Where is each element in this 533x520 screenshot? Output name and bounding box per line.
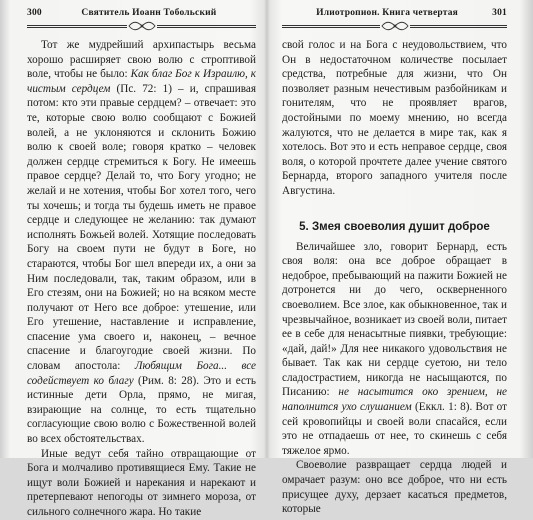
text-run: свой голос и на Бога с неудовольствием, что Он в недостаточном количестве посылает средства, потребные для жизни, что Он позволяет разным нечестивым разбойникам и гонителям, что не проявляет врагов, достойными по моему мнению, но всегда жалуются, что не делается в мире так, как я хотелось. Вот это и есть неправое сердце, своя воля, о которой прочтете далее учение святого Бернарда, второго западного учителя после Августина. <box>282 39 507 197</box>
paragraph <box>27 38 256 447</box>
header-rule <box>282 20 507 32</box>
italic-quote: Как благ Бог к Израилю, к чистым сердцем <box>27 68 256 95</box>
right-body-text-bottom <box>282 240 507 517</box>
text-run: (Рим. 8: 28). Это и есть истинные дети Орла, прямо, не мигая, взирающие на солнце, то есть тщательно согласующие свою волю с Божественной волей во всех обстоятельствах. <box>27 374 256 446</box>
text-run: Своеволие развращает сердца людей и омрачает разум: оно все доброе, что ни есть присущее духу, дерзает касаться предметов, которые <box>282 459 507 516</box>
running-head-title: Илиотропион. Книга четвертая <box>316 8 458 18</box>
paragraph <box>282 240 507 459</box>
right-body-text-top <box>282 38 507 199</box>
running-head <box>27 8 256 20</box>
right-page <box>267 0 533 516</box>
left-page <box>0 0 266 518</box>
text-run: Величайшее зло, говорит Бернард, есть своя воля: она все доброе обращает в недоброе, пребывающий на пажити Божией не дотронется ни до чего, оскверненного своеволием. Все злое, как обыкновенное, так и чрезвычайное, возникает из своей воли, питает ее в себе для ненасытные пиявки, требующие: «дай, дай!» Для нее никакого удовольствия не бывает. Так как ни сердце суетою, ни тело сладострастием, никогда не насыщаются, по Писанию: <box>282 240 507 399</box>
page-number: 301 <box>492 8 507 18</box>
italic-quote: не насытится око зрением, не наполнится ухо слушанием <box>282 386 508 414</box>
paragraph <box>282 458 507 516</box>
ornament-icon <box>127 20 157 32</box>
header-rule <box>27 20 256 32</box>
running-head-title: Святитель Иоанн Тобольский <box>81 8 217 18</box>
running-head <box>282 8 507 20</box>
ornament-icon <box>380 20 410 32</box>
paragraph <box>282 38 507 199</box>
text-run: (Пс. 72: 1) – и, спрашивая потом: кто эти правые сердцем? – отвечает: это те, которые свою волю сообщают с Божией волей, а не уклоняются и склонить Божию волю к своей воле; говоря кратко – человек должен сердце стремиться к Богу. Не имеешь правое сердце? Делай то, что Богу угодно; не желай и не хотения, чтобы Бог хотел того, чего ты хочешь; и тогда ты будешь иметь не правое сердце и следующее не желанию: так думают исполнять Божьей волей. Хотящие последовать Богу на своем пути не будут в Боге, но стараются, чтобы Бог шел впереди их, а они за Ним последовали, так, таким образом, или в Его стезям, они на Божией; но на всяком месте получают от Него все доброе: утешение, или Его утешение, наставление и исправление, спасение ума своего и, наконец, – вечное спасение и благоугодие своей жизни. По словам апостола: <box>27 82 257 373</box>
text-run: Иные ведут себя тайно отвращающие от Бога и молчаливо противящиеся Ему. Такие не ищут воли Божией и нарекания и нарекают и претерпевают непогоды от зимнего мороза, от сильного солнечного жара. Но такие <box>27 447 256 518</box>
page-number: 300 <box>27 8 42 18</box>
text-run: (Еккл. 1: 8). Вот от сей кровопийцы и своей воли спасайся, если это не отпадаешь от нее, то скинешь с себя тяжелое ярмо. <box>282 401 507 457</box>
left-body-text <box>27 38 256 520</box>
text-run: Тот же мудрейший архипастырь весьма хорошо расширяет свою волю с строптивой воле, чтобы не было: <box>27 39 256 81</box>
italic-quote: Любящим Бога... все содействует ко благу <box>27 360 257 387</box>
section-title: 5. Змея своеволия душит доброе <box>299 220 490 233</box>
